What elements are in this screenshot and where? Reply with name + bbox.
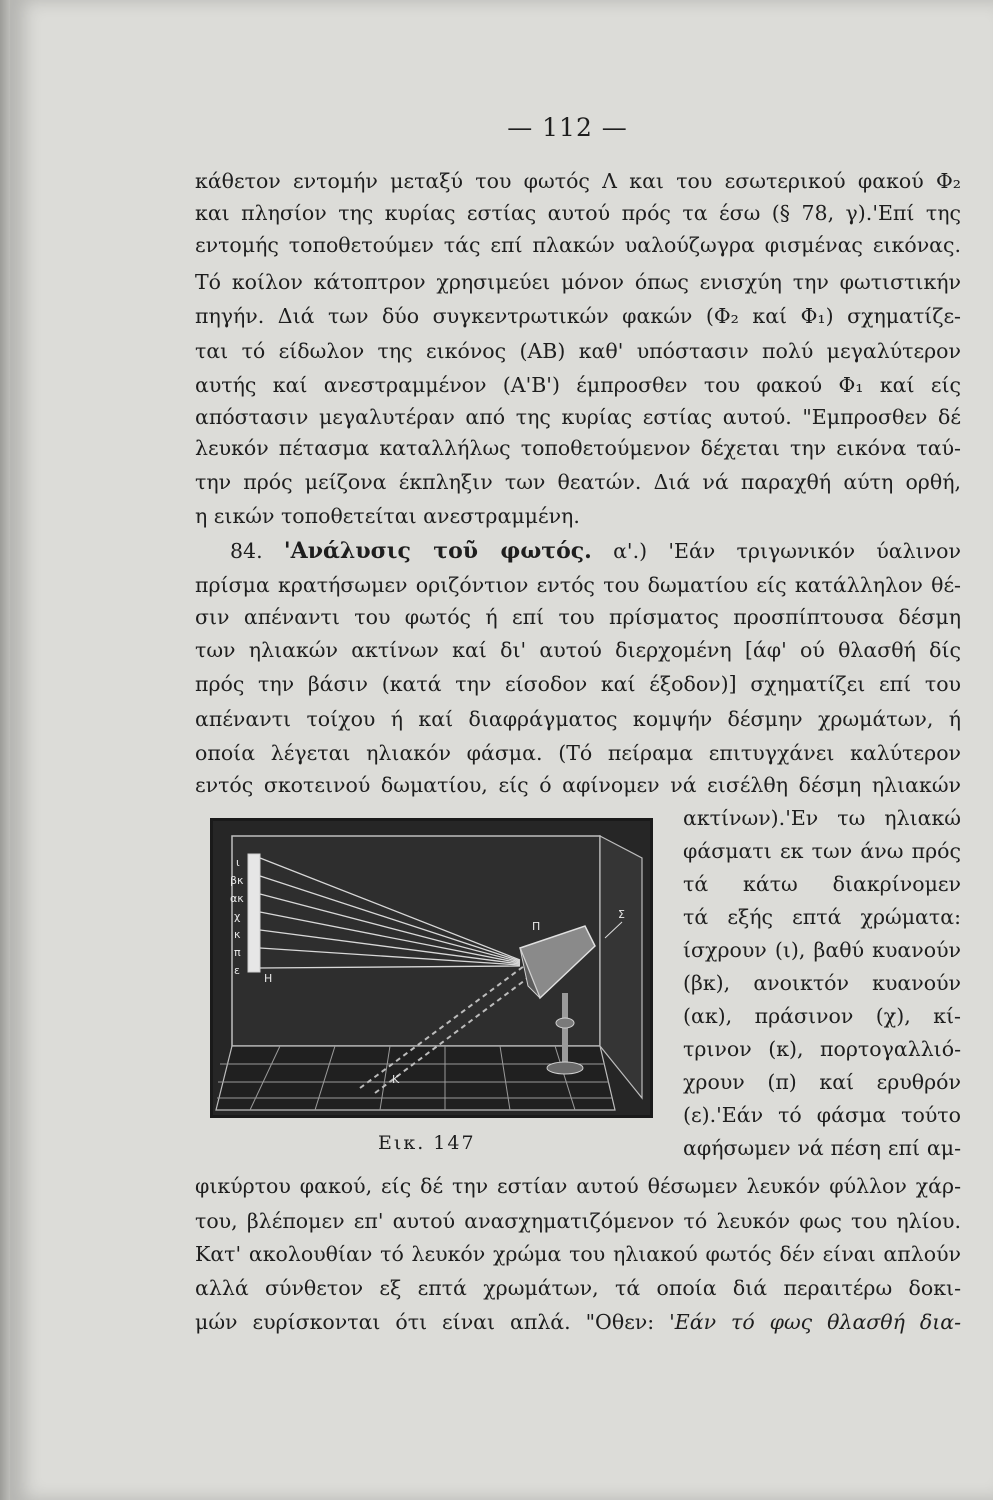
label-spectrum-i: ι <box>236 856 240 869</box>
prism-spectrum-illustration <box>210 818 653 1118</box>
text-line: πρίσμα κρατήσωμεν οριζόντιον εντός του δωματίου είς κατάλληλον θέ- <box>195 573 961 597</box>
side-text-line: (βκ), ανοικτόν κυανούν <box>683 971 961 995</box>
label-spectrum-k: κ <box>234 928 241 941</box>
side-text-line: αφήσωμεν νά πέση επί αμ- <box>683 1136 961 1160</box>
side-text-line: ακτίνων).'Εν τω ηλιακώ <box>683 806 961 830</box>
text-line: του, βλέπομεν επ' αυτού ανασχηματιζόμενον τό λευκόν φως του ηλίου. <box>195 1209 961 1233</box>
text-line: εντός σκοτεινού δωματίου, είς ό αφίνομεν νά εισέλθη δέσμη ηλιακών <box>195 773 961 797</box>
text-line: φικύρτου φακού, είς δέ την εστίαν αυτού θέσωμεν λευκόν φύλλον χάρ- <box>195 1174 961 1198</box>
page-binding <box>0 0 10 1500</box>
side-text-line: ίσχρουν (ι), βαθύ κυανούν <box>683 938 961 962</box>
text-line: Τό κοίλον κάτοπτρον χρησιμεύει μόνον όπως ενισχύη την φωτιστικήν <box>195 270 961 294</box>
side-text-line: φάσματι εκ των άνω πρός <box>683 839 961 863</box>
side-text-line: χρουν (π) καί ερυθρόν <box>683 1070 961 1094</box>
side-text-line: τά κάτω διακρίνομεν <box>683 872 961 896</box>
label-p: Π <box>532 920 541 933</box>
final-line-plain: μών ευρίσκονται ότι είναι απλά. "Οθεν: <box>195 1310 655 1334</box>
label-k: Κ <box>392 1073 400 1086</box>
page-number: — 112 — <box>507 113 628 142</box>
text-line: Κατ' ακολουθίαν τό λευκόν χρώμα του ηλιακού φωτός δέν είναι απλούν <box>195 1242 961 1266</box>
text-line: απέναντι τοίχου ή καί διαφράγματος κομψήν δέσμην χρωμάτων, ή <box>195 707 961 731</box>
section-heading-line <box>230 535 961 567</box>
text-line: εντομής τοποθετούμεν τάς επί πλακών υαλούζωγρα φισμένας εικόνας. <box>195 233 961 257</box>
figure-prism-spectrum <box>210 818 653 1118</box>
text-line: απόστασιν μεγαλυτέραν από της κυρίας εστίας αυτού. "Εμπροσθεν δέ <box>195 405 961 429</box>
label-spectrum-p: π <box>234 946 241 959</box>
text-line: σιν απέναντι του φωτός ή επί του πρίσματος προσπίπτουσα δέσμη <box>195 605 961 629</box>
text-line: κάθετον εντομήν μεταξύ του φωτός Λ και του εσωτερικού φακού Φ₂ <box>195 169 961 193</box>
label-spectrum-bk: βκ <box>230 874 244 887</box>
section-number: 84. <box>230 539 263 563</box>
text-line: αλλά σύνθετον εξ επτά χρωμάτων, τά οποία διά περαιτέρω δοκι- <box>195 1276 961 1300</box>
section-heading: 'Ανάλυσις τοῦ φωτός. <box>283 538 592 564</box>
text-line: λευκόν πέτασμα καταλλήλως τοποθετούμενον δέχεται την εικόνα ταύ- <box>195 436 961 460</box>
final-text-line <box>195 1306 961 1338</box>
section-intro: α'.) 'Εάν τριγωνικόν ύαλινον <box>613 539 961 563</box>
text-line: και πλησίον της κυρίας εστίας αυτού πρός τα έσω (§ 78, γ).'Επί της <box>195 201 961 225</box>
text-line: των ηλιακών ακτίνων καί δι' αυτού διερχομένη [άφ' ού θλασθή δίς <box>195 638 961 662</box>
text-line: η εικών τοποθετείται ανεστραμμένη. <box>195 504 580 528</box>
text-line: ται τό είδωλον της εικόνος (ΑΒ) καθ' υπόστασιν πολύ μεγαλύτερον <box>195 339 961 363</box>
text-line: οποία λέγεται ηλιακόν φάσμα. (Τό πείραμα επιτυγχάνει καλύτερον <box>195 741 961 765</box>
figure-caption: Εικ. 147 <box>378 1132 476 1154</box>
side-text-line: (ε).'Εάν τό φάσμα τούτο <box>683 1103 961 1127</box>
text-line: την πρός μείζονα έκπληξιν των θεατών. Διά νά παραχθή αύτη ορθή, <box>195 470 961 494</box>
text-line: πρός την βάσιν (κατά την είσοδον καί έξοδον)] σχηματίζει επί του <box>195 672 961 696</box>
text-line: αυτής καί ανεστραμμένον (Α'Β') έμπροσθεν του φακού Φ₁ καί είς <box>195 373 961 397</box>
final-line-italic: 'Εάν τό φως θλασθή δια- <box>669 1310 961 1334</box>
label-spectrum-ak: ακ <box>230 892 244 905</box>
side-text-line: τρινον (κ), πορτογαλλιό- <box>683 1037 961 1061</box>
label-spectrum-x: χ <box>234 910 241 923</box>
label-s: Σ <box>618 908 625 921</box>
label-spectrum-e: ε <box>234 964 240 977</box>
text-line: πηγήν. Διά των δύο συγκεντρωτικών φακών (Φ₂ καί Φ₁) σχηματίζε- <box>195 304 961 328</box>
label-h: Η <box>264 972 273 985</box>
side-text-line: τά εξής επτά χρώματα: <box>683 905 961 929</box>
side-text-line: (ακ), πράσινον (χ), κί- <box>683 1004 961 1028</box>
